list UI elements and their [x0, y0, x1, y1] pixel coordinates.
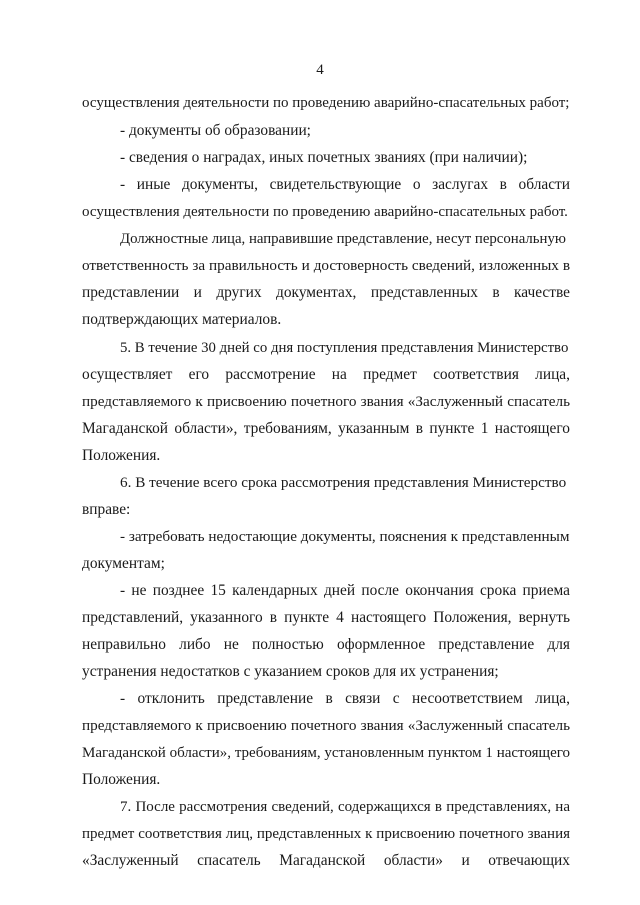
text-line: представлений, указанного в пункте 4 настоящего Положения, вернуть: [82, 609, 570, 626]
text-line: представляемого к присвоению почетного звания «Заслуженный спасатель: [82, 393, 570, 410]
text-line: - документы об образовании;: [120, 122, 311, 139]
text-line: устранения недостатков с указанием сроков для их устранения;: [82, 663, 499, 680]
text-line: 7. После рассмотрения сведений, содержащихся в представлениях, на: [120, 799, 570, 815]
text-line: осуществления деятельности по проведению аварийно-спасательных работ.: [82, 204, 568, 220]
text-line: подтверждающих материалов.: [82, 311, 282, 328]
text-line: Положения.: [82, 447, 161, 464]
text-line: - иные документы, свидетельствующие о заслугах в области: [120, 176, 570, 193]
text-line: неправильно либо не полностью оформленное представление для: [82, 636, 570, 653]
text-line: представлении и других документах, представленных в качестве: [82, 284, 570, 301]
text-line: предмет соответствия лиц, представленных к присвоению почетного звания: [82, 826, 570, 842]
text-line: вправе:: [82, 501, 131, 518]
text-line: «Заслуженный спасатель Магаданской области» и отвечающих: [82, 852, 570, 869]
text-line: Магаданской области», требованиям, установленным пунктом 1 настоящего: [82, 745, 570, 761]
text-line: - отклонить представление в связи с несоответствием лица,: [120, 690, 570, 707]
text-line: Положения.: [82, 771, 161, 788]
page-number: 4: [316, 62, 324, 78]
text-line: - затребовать недостающие документы, пояснения к представленным: [120, 528, 570, 545]
text-line: - сведения о наградах, иных почетных званиях (при наличии);: [120, 149, 528, 166]
text-line: осуществления деятельности по проведению аварийно-спасательных работ;: [82, 95, 570, 111]
text-line: документам;: [82, 555, 165, 572]
text-line: осуществляет его рассмотрение на предмет соответствия лица,: [82, 366, 570, 383]
text-line: 6. В течение всего срока рассмотрения представления Министерство: [120, 474, 567, 491]
text-line: - не позднее 15 календарных дней после окончания срока приема: [120, 582, 570, 599]
text-line: Должностные лица, направившие представление, несут персональную: [120, 231, 566, 247]
text-line: представляемого к присвоению почетного звания «Заслуженный спасатель: [82, 717, 570, 734]
text-line: ответственность за правильность и достоверность сведений, изложенных в: [82, 257, 570, 274]
text-line: 5. В течение 30 дней со дня поступления представления Министерство: [120, 340, 569, 356]
text-line: Магаданской области», требованиям, указанным в пункте 1 настоящего: [82, 420, 570, 437]
